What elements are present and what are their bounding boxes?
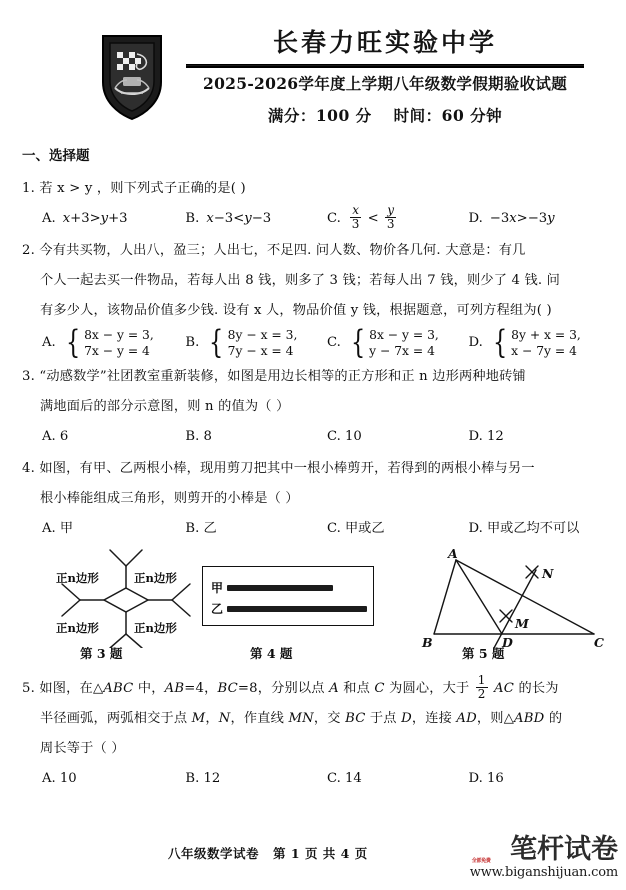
question-5-text-line3: 周长等于（ ） bbox=[40, 741, 125, 756]
question-3-number: 3. bbox=[22, 369, 35, 384]
left-brace-icon: { bbox=[65, 323, 81, 361]
footer-page-total: 4 bbox=[340, 846, 350, 861]
figure-5-svg bbox=[418, 548, 626, 648]
figure-4-caption: 第 4 题 bbox=[250, 646, 293, 661]
question-4-number: 4. bbox=[22, 461, 35, 476]
question-5-stem bbox=[22, 674, 610, 704]
option-b[interactable]: B. 12 bbox=[185, 771, 221, 786]
figure-3-label-top-left: 正n边形 bbox=[56, 571, 99, 585]
question-4-text-line1: 如图，有甲、乙两根小棒，现用剪刀把其中一根小棒剪开，若得到的两根小棒与另一 bbox=[39, 461, 535, 476]
option-d-eq1: 8y + x = 3, bbox=[511, 328, 581, 342]
option-c-system bbox=[348, 323, 439, 361]
option-c-eq2: y − 7x = 4 bbox=[369, 344, 435, 358]
stick-label-yi: 乙 bbox=[211, 602, 224, 616]
option-b-label: B. bbox=[185, 335, 200, 350]
option-c[interactable]: C. 14 bbox=[326, 771, 362, 786]
question-1-stem bbox=[22, 174, 610, 204]
exam-meta bbox=[180, 104, 590, 126]
figure-3-tiling-diagram bbox=[36, 548, 216, 648]
option-c-label: C. bbox=[326, 211, 341, 226]
title-block bbox=[180, 28, 590, 126]
exam-content bbox=[0, 144, 626, 794]
option-d-system bbox=[490, 323, 581, 361]
stick-jia bbox=[227, 585, 333, 591]
footer-page-suffix: 页 bbox=[354, 846, 368, 861]
option-d-text: −3x>−3y bbox=[489, 211, 555, 226]
title-divider bbox=[186, 64, 584, 68]
option-a-text: x+3>y+3 bbox=[62, 211, 128, 226]
option-d[interactable] bbox=[468, 323, 610, 361]
question-1-text: 若 x > y ，则下列式子正确的是( ) bbox=[39, 181, 246, 196]
option-d[interactable] bbox=[468, 204, 610, 234]
figure-5-vertex-D: D bbox=[502, 635, 513, 648]
option-b[interactable] bbox=[185, 323, 327, 361]
figure-5-vertex-C: C bbox=[594, 635, 604, 648]
option-d[interactable]: D. 12 bbox=[468, 429, 504, 444]
option-a[interactable]: A. 甲 bbox=[42, 521, 74, 536]
school-crest-icon bbox=[97, 30, 167, 122]
option-c[interactable]: C. 甲或乙 bbox=[326, 521, 385, 536]
question-1-options bbox=[22, 204, 610, 234]
option-a-label: A. bbox=[42, 335, 56, 350]
option-a[interactable]: A. 6 bbox=[42, 429, 69, 444]
option-d-eq2: x − 7y = 4 bbox=[511, 344, 577, 358]
left-brace-icon: { bbox=[492, 323, 508, 361]
question-2 bbox=[22, 236, 610, 360]
full-marks-label: 满分： bbox=[267, 106, 316, 125]
time-value: 60 分钟 bbox=[441, 106, 503, 125]
question-3-text-line2: 满地面后的部分示意图，则 n 的值为（ ） bbox=[40, 399, 290, 414]
question-4-text-line2: 根小棒能组成三角形，则剪开的小棒是（ ） bbox=[40, 491, 299, 506]
watermark bbox=[470, 836, 618, 879]
watermark-url: www.biganshijuan.com bbox=[469, 865, 618, 880]
question-4-options bbox=[22, 514, 610, 544]
option-d-label: D. bbox=[468, 211, 483, 226]
footer-page-number: 1 bbox=[290, 846, 301, 861]
question-3-stem bbox=[22, 362, 610, 392]
question-5-number: 5. bbox=[22, 681, 35, 696]
school-name: 长春力旺实验中学 bbox=[272, 28, 497, 57]
option-c-text: $\frac{x}{3}$ < $\frac{y}{3}$ bbox=[351, 203, 395, 231]
question-5-text-line1: 如图，在△ABC 中，AB=4，BC=8，分别以点 A 和点 C 为圆心，大于 $\frac{1}{2}$ AC 的长为 bbox=[39, 673, 559, 701]
question-2-text-line2: 个人一起去买一件物品，若每人出 8 钱，则多了 3 钱；若每人出 7 钱，则少了 4 钱. 问 bbox=[40, 273, 561, 288]
option-d-label: D. bbox=[468, 335, 483, 350]
question-5-options bbox=[22, 764, 610, 794]
option-b-eq2: 7y − x = 4 bbox=[227, 344, 294, 358]
question-1 bbox=[22, 174, 610, 234]
option-c[interactable] bbox=[327, 204, 469, 234]
figure-4-box bbox=[202, 566, 374, 626]
section-heading: 一、选择题 bbox=[22, 148, 90, 164]
question-2-stem bbox=[22, 236, 610, 266]
option-c-eq1: 8x − y = 3, bbox=[369, 328, 439, 342]
figure-5-caption: 第 5 题 bbox=[462, 646, 505, 661]
question-3 bbox=[22, 362, 610, 452]
option-a[interactable] bbox=[42, 204, 185, 234]
question-3-text-line1: “动感数学”社团教室重新装修，如图是用边长相等的正方形和正 n 边形两种地砖铺 bbox=[39, 369, 526, 384]
left-brace-icon: { bbox=[350, 323, 366, 361]
stick-yi bbox=[227, 606, 367, 612]
watermark-brand: 笔杆试卷 bbox=[510, 834, 618, 865]
option-b-text: x−3<y−3 bbox=[206, 211, 272, 226]
question-2-options bbox=[22, 323, 610, 361]
footer-page-mid: 页 共 bbox=[304, 846, 336, 861]
figure-5-point-M: M bbox=[515, 616, 529, 631]
figure-captions bbox=[22, 644, 616, 664]
option-b[interactable]: B. 8 bbox=[185, 429, 212, 444]
option-c[interactable] bbox=[326, 323, 469, 361]
figure-5-point-N: N bbox=[542, 566, 554, 581]
watermark-tiny-text: 全部免费 bbox=[471, 858, 491, 864]
option-b[interactable] bbox=[185, 204, 327, 234]
question-4 bbox=[22, 454, 610, 544]
figure-4-sticks-diagram bbox=[202, 566, 374, 632]
question-4-stem bbox=[22, 454, 610, 484]
figure-5-vertex-B: B bbox=[422, 635, 433, 648]
footer-paper-name: 八年级数学试卷 bbox=[168, 846, 260, 861]
question-2-text-line1: 今有共买物，人出八，盈三；人出七，不足四. 问人数、物价各几何. 大意是：有几 bbox=[39, 243, 526, 258]
question-3-options bbox=[22, 422, 610, 452]
option-b-eq1: 8y − x = 3, bbox=[227, 328, 298, 342]
question-5-text-line2: 半径画弧，两弧相交于点 M，N，作直线 MN，交 BC 于点 D，连接 AD，则△ABD 的 bbox=[40, 711, 563, 726]
footer-page-prefix: 第 bbox=[273, 846, 287, 861]
option-b[interactable]: B. 乙 bbox=[185, 521, 217, 536]
option-b-label: B. bbox=[185, 211, 200, 226]
question-2-number: 2. bbox=[22, 243, 35, 258]
option-a-eq2: 7x − y = 4 bbox=[84, 344, 150, 358]
figure-3-label-top-right: 正n边形 bbox=[134, 571, 177, 585]
page-footer bbox=[0, 836, 626, 882]
figure-3-label-bottom-left: 正n边形 bbox=[56, 621, 99, 635]
exam-title: 2025-2026学年度上学期八年级数学假期验收试题 bbox=[202, 74, 567, 93]
option-a-system bbox=[63, 323, 154, 361]
figure-row bbox=[22, 548, 610, 666]
option-a[interactable] bbox=[42, 323, 185, 361]
option-a-eq1: 8x − y = 3, bbox=[84, 328, 154, 342]
footer-page-info bbox=[168, 844, 368, 862]
option-d[interactable]: D. 甲或乙均不可以 bbox=[468, 521, 580, 536]
option-a[interactable]: A. 10 bbox=[42, 771, 77, 786]
option-a-label: A. bbox=[42, 211, 56, 226]
option-d[interactable]: D. 16 bbox=[468, 771, 504, 786]
figure-5-vertex-A: A bbox=[448, 548, 458, 561]
question-5 bbox=[22, 674, 610, 794]
figure-3-label-bottom-right: 正n边形 bbox=[134, 621, 177, 635]
option-c-label: C. bbox=[326, 335, 341, 350]
time-label: 时间： bbox=[393, 106, 442, 125]
left-brace-icon: { bbox=[209, 323, 224, 361]
full-marks-value: 100 分 bbox=[315, 106, 372, 125]
question-1-number: 1. bbox=[22, 181, 35, 196]
question-2-text-line3: 有多少人，该物品价值多少钱. 设有 x 人，物品价值 y 钱，根据题意，可列方程组为( ) bbox=[40, 303, 552, 318]
figure-3-caption: 第 3 题 bbox=[80, 646, 123, 661]
page-header bbox=[0, 0, 626, 140]
stick-row-yi bbox=[211, 600, 367, 617]
option-b-system bbox=[206, 323, 298, 361]
option-c[interactable]: C. 10 bbox=[326, 429, 362, 444]
figure-5-triangle-diagram bbox=[418, 548, 626, 648]
stick-row-jia bbox=[211, 579, 333, 596]
stick-label-jia: 甲 bbox=[211, 581, 224, 595]
